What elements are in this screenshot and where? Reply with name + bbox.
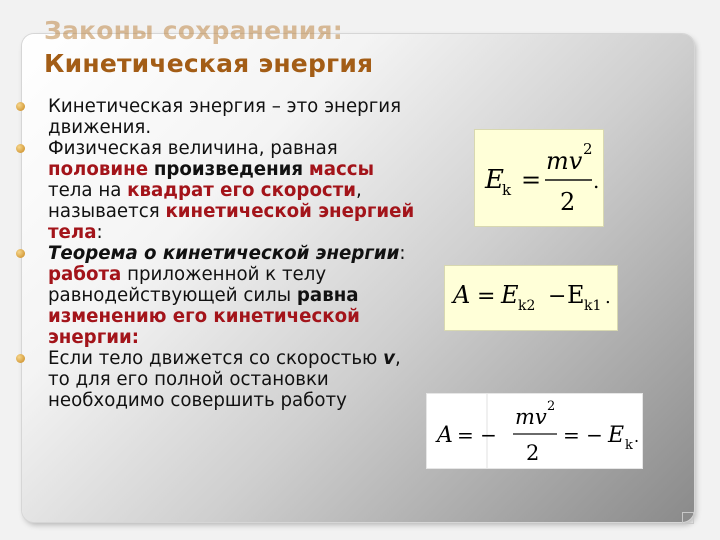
f3-end: . [634, 427, 640, 446]
bullet-item [16, 348, 416, 411]
f2-eq: = [477, 284, 496, 309]
slide-title [44, 14, 373, 80]
f3-lhs: A [437, 423, 453, 448]
f3-sub: k [625, 438, 633, 453]
f2-lhs: A [453, 281, 471, 309]
text: : [96, 222, 103, 243]
f3-num: mv [515, 405, 547, 429]
text: , то для его полной остановки необходимо совершить работу [48, 348, 401, 411]
emphasis-bold: равна [296, 285, 359, 306]
emphasis: изменению его кинетической энергии: [48, 306, 360, 348]
text: приложенной к телу равнодействующей силы [48, 264, 327, 306]
formula-kinetic-energy [474, 129, 604, 227]
f3-den: 2 [526, 441, 540, 465]
bullet-list [16, 96, 416, 411]
title-line-2: Кинетическая энергия [44, 49, 374, 78]
emphasis: квадрат его скорости [127, 180, 357, 201]
f2-e1: E [501, 281, 519, 309]
f1-num: mv [546, 147, 583, 175]
bullet-item [16, 138, 416, 243]
emphasis: кинетической энергией тела [48, 201, 415, 243]
f1-den: 2 [560, 188, 576, 216]
velocity-symbol: v [383, 348, 395, 369]
f2-sub2: k1 [584, 298, 602, 314]
f3-e: E [608, 423, 625, 448]
text: тела на [48, 180, 128, 201]
text: , называется [48, 180, 362, 222]
emphasis: массы [308, 159, 375, 180]
emphasis-bold: произведения [153, 159, 304, 180]
title-line-1: Законы сохранения: [44, 16, 343, 45]
text: Физическая величина, равная [48, 138, 338, 159]
f3-exp: 2 [547, 399, 556, 414]
emphasis: половине [48, 159, 149, 180]
emphasis: работа [48, 264, 122, 285]
f1-eq: = [521, 166, 542, 194]
text: Если тело движется со скоростью [48, 348, 384, 369]
theorem-name: Теорема о кинетической энергии [48, 243, 400, 264]
f1-lhs: E [485, 165, 504, 195]
formula-stopping-work [426, 393, 643, 469]
bullet-item [16, 243, 416, 348]
f2-end: . [605, 287, 611, 308]
f3-eq1: = − [457, 423, 497, 447]
frame-corner-bottom-right [682, 512, 694, 524]
f2-e2: E [567, 281, 585, 309]
f3-eq2: = − [563, 423, 603, 447]
f1-end: . [593, 169, 600, 193]
f1-exp: 2 [583, 140, 593, 158]
f1-sub: k [502, 181, 512, 199]
f2-sub1: k2 [518, 298, 536, 314]
formula-work-energy-theorem [444, 265, 618, 331]
f2-minus: − [548, 284, 567, 309]
bullet-item [16, 96, 416, 138]
text: Кинетическая энергия – это энергия движения. [48, 96, 402, 138]
text: : [399, 243, 406, 264]
